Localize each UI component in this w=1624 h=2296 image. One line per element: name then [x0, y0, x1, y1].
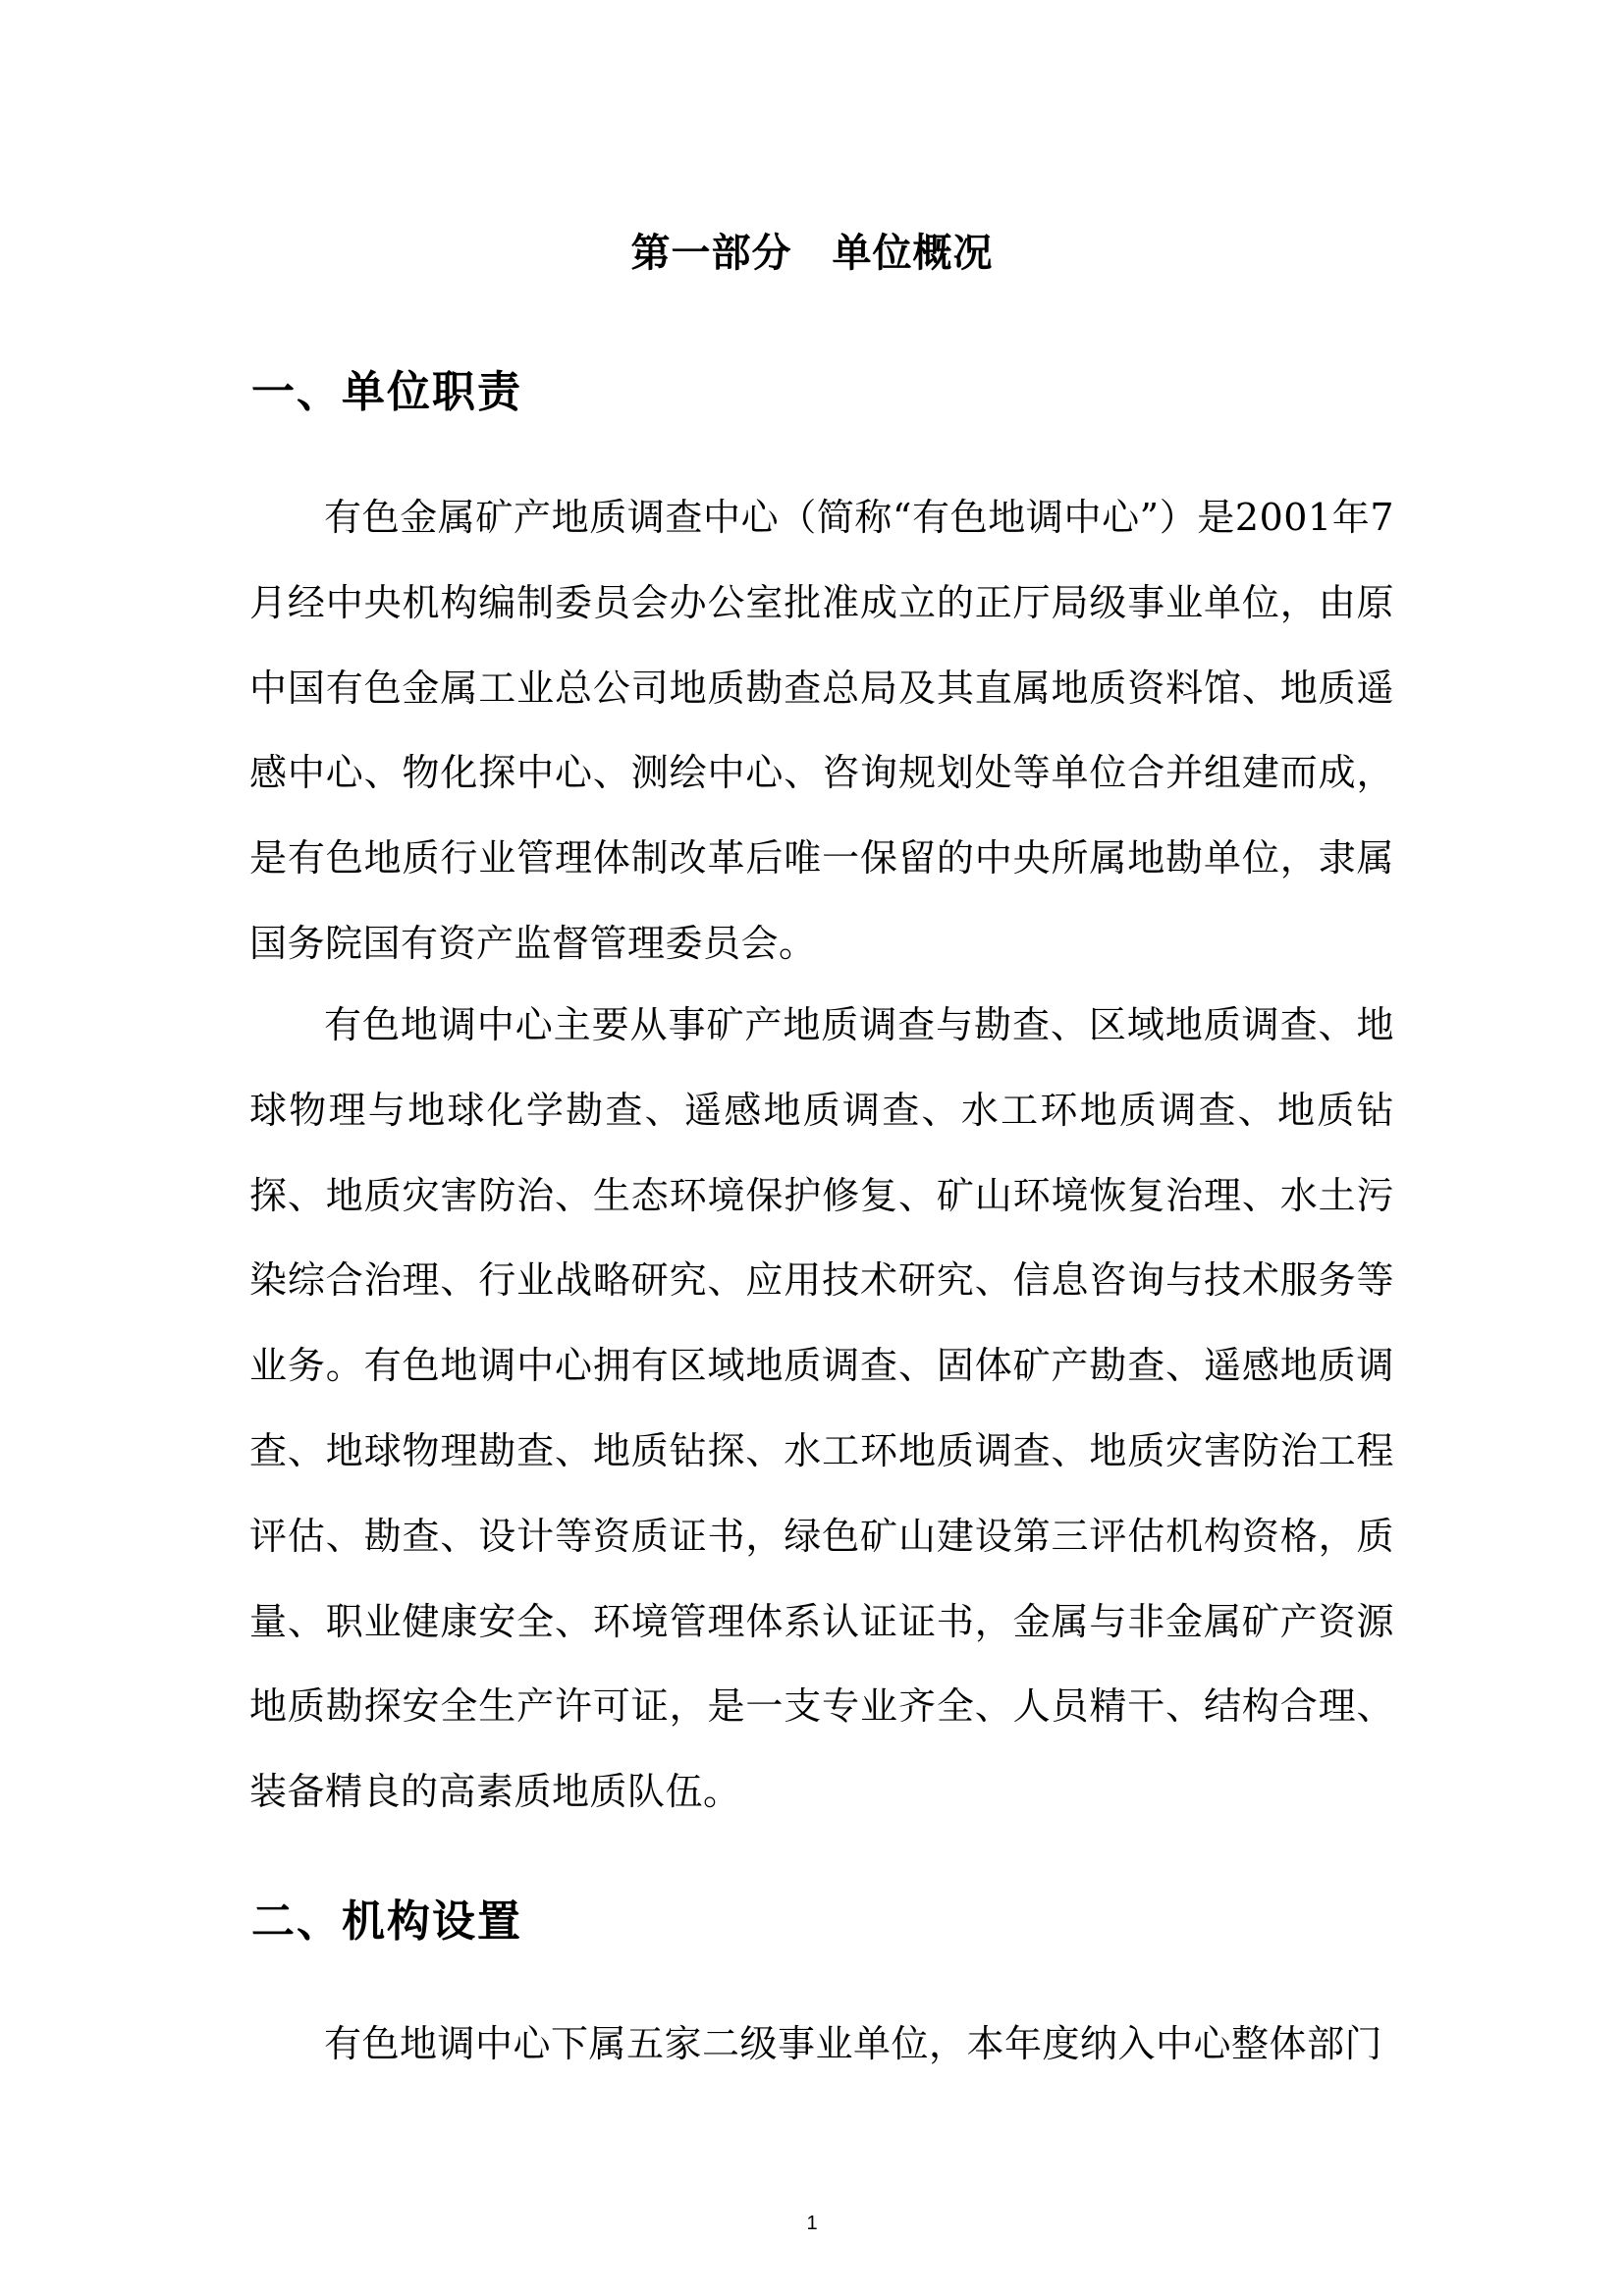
paragraph-organization: 有色地调中心下属五家二级事业单位，本年度纳入中心整体部门 — [324, 2022, 1383, 2065]
section-heading-unit-duties: 一、单位职责 — [251, 367, 522, 417]
page-number: 1 — [806, 2213, 818, 2234]
document-title: 第一部分 单位概况 — [630, 230, 994, 276]
paragraph-unit-overview: 有色金属矿产地质调查中心（简称“有色地调中心”）是2001年7月经中央机构编制委员会办公室批准成立的正厅局级事业单位，由原中国有色金属工业总公司地质勘查总局及其直属地质资料馆、地质遥感中心、物化探中心、测绘中心、咨询规划处等单位合并组建而成，是有色地质行业管理体制改革后唯一保留的中央所属地勘单位，隶属国务院国有资产监督管理委员会。 — [249, 496, 1394, 965]
paragraph-main-business: 有色地调中心主要从事矿产地质调查与勘查、区域地质调查、地球物理与地球化学勘查、遥感地质调查、水工环地质调查、地质钻探、地质灾害防治、生态环境保护修复、矿山环境恢复治理、水土污染综合治理、行业战略研究、应用技术研究、信息咨询与技术服务等业务。有色地调中心拥有区域地质调查、固体矿产勘查、遥感地质调查、地球物理勘查、地质钻探、水工环地质调查、地质灾害防治工程评估、勘查、设计等资质证书，绿色矿山建设第三评估机构资格，质量、职业健康安全、环境管理体系认证证书，金属与非金属矿产资源地质勘探安全生产许可证，是一支专业齐全、人员精干、结构合理、装备精良的高素质地质队伍。 — [249, 1003, 1394, 1814]
section-heading-organization: 二、机构设置 — [251, 1896, 522, 1947]
